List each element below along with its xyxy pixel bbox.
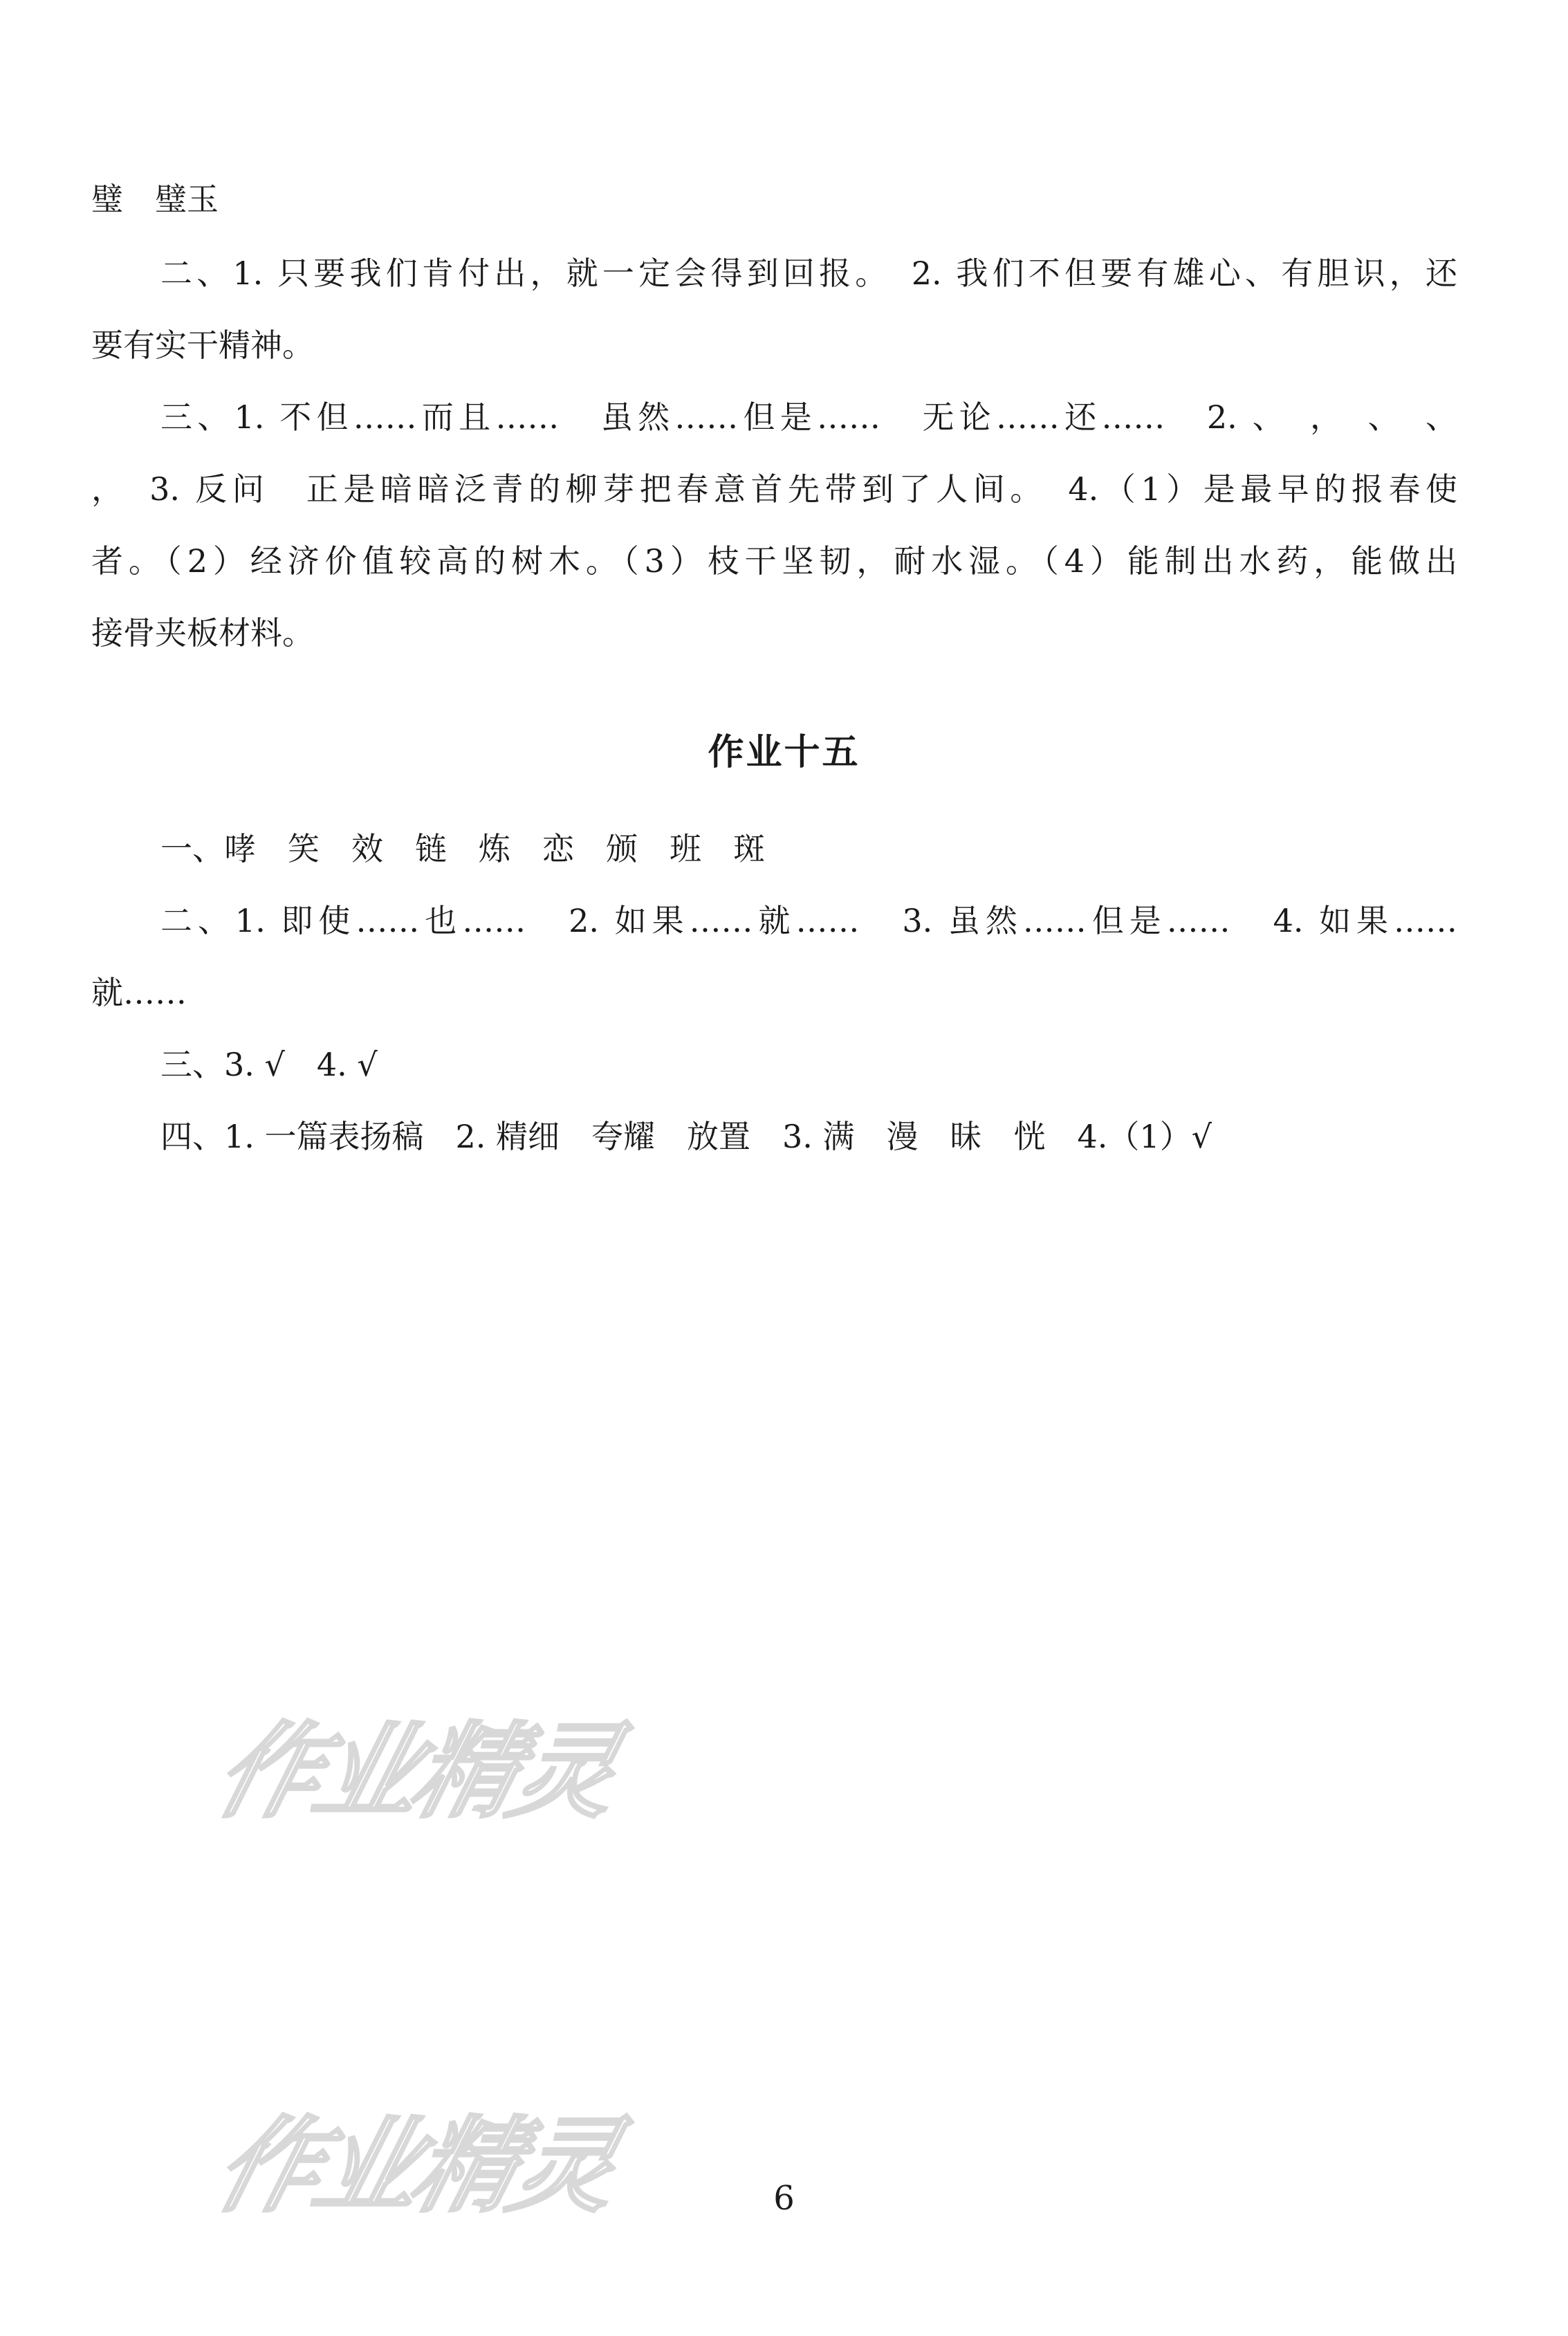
watermark-logo: 作业精灵 bbox=[203, 2106, 627, 2227]
answer-line-6: 者。（2）经济价值较高的树木。（3）枝干坚韧，耐水湿。（4）能制出水药，能做出 bbox=[91, 542, 1457, 580]
answer-line-7: 接骨夹板材料。 bbox=[91, 614, 314, 652]
answer-line-2: 二、1. 只要我们肯付出，就一定会得到回报。 2. 我们不但要有雄心、有胆识，还 bbox=[160, 255, 1457, 292]
section2-line-5: 四、1. 一篇表扬稿 2. 精细 夸耀 放置 3. 满 漫 昧 恍 4.（1）√ bbox=[160, 1118, 1212, 1155]
watermark-logo: 作业精灵 bbox=[203, 1712, 627, 1832]
answer-line-3: 要有实干精神。 bbox=[91, 327, 314, 364]
section-heading: 作业十五 bbox=[708, 732, 860, 773]
section2-line-2: 二、1. 即使……也…… 2. 如果……就…… 3. 虽然……但是…… 4. 如果…… bbox=[160, 902, 1457, 939]
answer-line-1: 璧 璧玉 bbox=[91, 181, 219, 218]
page-number: 6 bbox=[773, 2179, 795, 2218]
answer-line-4: 三、1. 不但……而且…… 虽然……但是…… 无论……还…… 2. 、 ， 、 、 bbox=[160, 398, 1457, 436]
section2-line-4: 三、3. √ 4. √ bbox=[160, 1046, 378, 1083]
section2-line-3: 就…… bbox=[91, 974, 187, 1011]
answer-line-5: ， 3. 反问 正是暗暗泛青的柳芽把春意首先带到了人间。 4.（1）是最早的报春使 bbox=[91, 470, 1457, 508]
section2-line-1: 一、哮 笑 效 链 炼 恋 颁 班 斑 bbox=[160, 830, 765, 867]
